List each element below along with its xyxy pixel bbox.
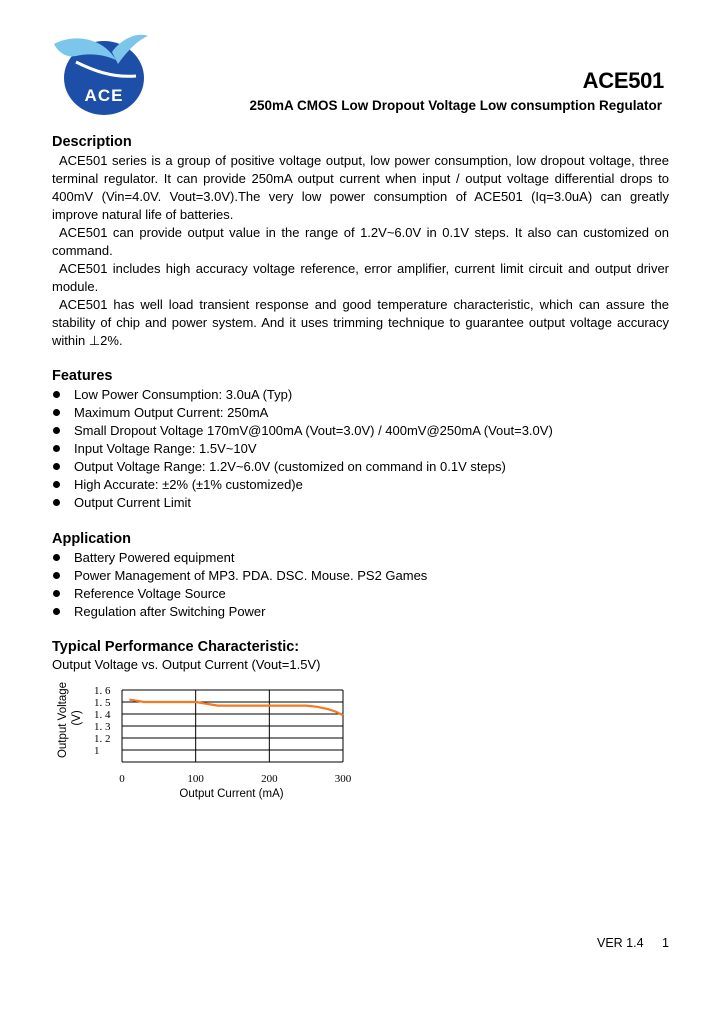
x-tick-label: 100 [187, 773, 204, 785]
description-line: terminal regulator. It can provide 250mA output current when input / output voltage differential drops to [52, 171, 669, 186]
performance-chart [50, 678, 370, 808]
application-list [52, 549, 427, 621]
feature-item: Output Voltage Range: 1.2V~6.0V (customized on command in 0.1V steps) [52, 458, 553, 476]
application-item: Battery Powered equipment [52, 549, 427, 567]
y-tick-label: 1. 5 [94, 697, 111, 709]
chart-grid [122, 690, 343, 762]
description-line: ACE501 series is a group of positive voltage output, low power consumption, low dropout voltage, three [59, 153, 669, 168]
x-tick-labels [119, 773, 352, 785]
description-heading: Description [52, 134, 132, 150]
y-axis-label: Output Voltage [57, 681, 69, 759]
y-tick-label: 1. 6 [94, 685, 111, 697]
description-line: command. [52, 243, 113, 258]
description-line: ACE501 includes high accuracy voltage reference, error amplifier, current limit circuit and output driver [59, 261, 669, 276]
description-line: stability of chip and power system. And it uses trimming technique to guarantee output voltage accuracy [52, 315, 669, 330]
feature-item: Small Dropout Voltage 170mV@100mA (Vout=3.0V) / 400mV@250mA (Vout=3.0V) [52, 422, 553, 440]
y-tick-label: 1 [94, 745, 100, 757]
features-list [52, 386, 553, 512]
y-tick-label: 1. 4 [94, 709, 111, 721]
ace-logo [52, 30, 150, 116]
footer-version: VER 1.4 [597, 936, 644, 950]
description-line: ACE501 can provide output value in the range of 1.2V~6.0V in 0.1V steps. It also can customized on [59, 225, 669, 240]
description-line: improve natural life of batteries. [52, 207, 234, 222]
description-line: within ⊥2%. [52, 333, 123, 348]
description-line: 400mV (Vin=4.0V. Vout=3.0V).The very low power consumption of ACE501 (Iq=3.0uA) can greatly [52, 189, 669, 204]
logo-text: ACE [84, 86, 124, 105]
feature-item: High Accurate: ±2% (±1% customized)e [52, 476, 553, 494]
x-tick-label: 200 [261, 773, 278, 785]
features-heading: Features [52, 368, 113, 384]
application-item: Power Management of MP3. PDA. DSC. Mouse. PS2 Games [52, 567, 427, 585]
x-axis-label: Output Current (mA) [179, 788, 284, 800]
feature-item: Output Current Limit [52, 494, 553, 512]
chart-subtitle: Output Voltage vs. Output Current (Vout=1.5V) [52, 657, 321, 672]
page-number: 1 [662, 936, 669, 950]
x-tick-label: 0 [119, 773, 125, 785]
document-title: ACE501 [582, 68, 664, 93]
y-tick-label: 1. 3 [94, 721, 111, 733]
application-heading: Application [52, 531, 131, 547]
y-tick-labels [94, 685, 111, 757]
feature-item: Maximum Output Current: 250mA [52, 404, 553, 422]
y-axis-unit-label: (V) [71, 710, 83, 726]
performance-heading: Typical Performance Characteristic: [52, 639, 300, 655]
document-subtitle: 250mA CMOS Low Dropout Voltage Low consumption Regulator [249, 98, 662, 113]
x-tick-label: 300 [334, 773, 352, 785]
feature-item: Low Power Consumption: 3.0uA (Typ) [52, 386, 553, 404]
application-item: Reference Voltage Source [52, 585, 427, 603]
description-line: module. [52, 279, 99, 294]
feature-item: Input Voltage Range: 1.5V~10V [52, 440, 553, 458]
y-tick-label: 1. 2 [94, 733, 111, 745]
description-line: ACE501 has well load transient response and good temperature characteristic, which can assure the [59, 297, 669, 312]
application-item: Regulation after Switching Power [52, 603, 427, 621]
